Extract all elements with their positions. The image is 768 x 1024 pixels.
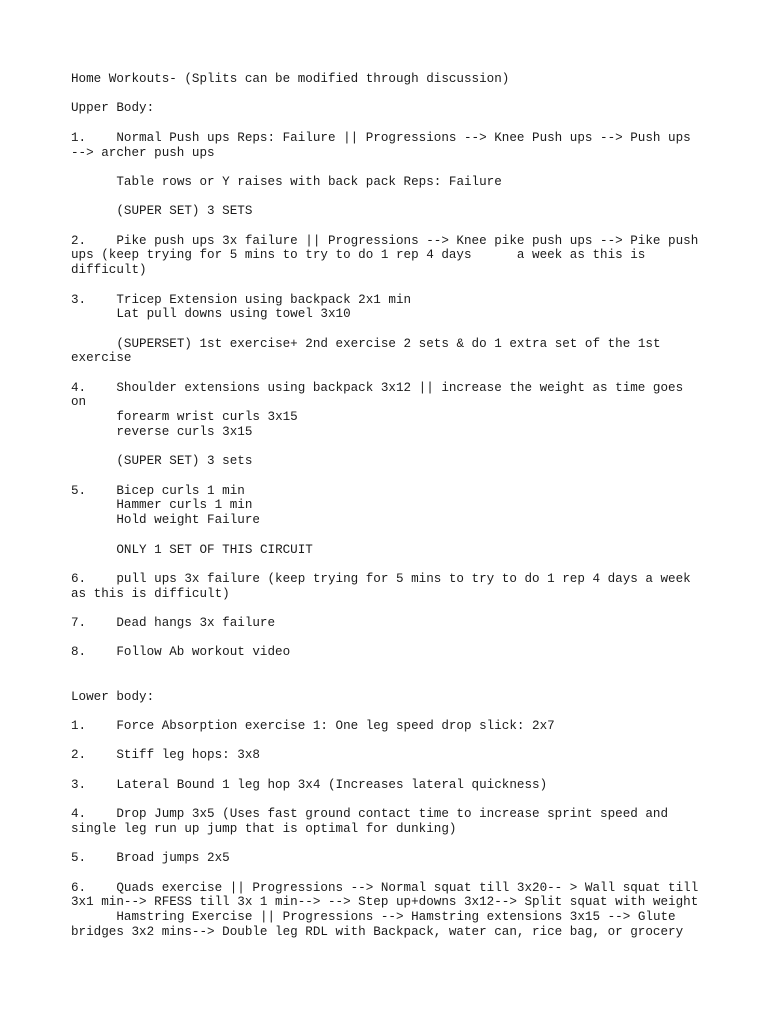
document-text: Home Workouts- (Splits can be modified through discussion) Upper Body: 1. Normal Push ups Reps: Failure || Progressions --> Knee Push ups --> Push ups --> archer push ups Table rows or Y raises with back pack Reps: Failure (SUPER SET) 3 SETS 2. Pike push ups 3x failure || Progressions --> Knee pike push ups --> Pike push ups (keep trying for 5 mins to try to do 1 rep 4 days a week as this is difficult) 3. Tricep Extension using backpack 2x1 min Lat pull downs using towel 3x10 (SUPERSET) 1st exercise+ 2nd exercise 2 sets & do 1 extra set of the 1st exercise 4. Shoulder extensions using backpack 3x12 || increase the weight as time goes on forearm wrist curls 3x15 reverse curls 3x15 (SUPER SET) 3 sets 5. Bicep curls 1 min Hammer curls 1 min Hold weight Failure ONLY 1 SET OF THIS CIRCUIT 6. pull ups 3x failure (keep trying for 5 mins to try to do 1 rep 4 days a week as this is difficult) 7. Dead hangs 3x failure 8. Follow Ab workout video Lower body: 1. Force Absorption exercise 1: One leg speed drop slick: 2x7 2. Stiff leg hops: 3x8 3. Lateral Bound 1 leg hop 3x4 (Increases lateral quickness) 4. Drop Jump 3x5 (Uses fast ground contact time to increase sprint speed and single leg run up jump that is optimal for dunking) 5. Broad jumps 2x5 6. Quads exercise || Progressions --> Normal squat till 3x20-- > Wall squat till 3x1 min--> RFESS till 3x 1 min--> --> Step up+downs 3x12--> Split squat with weight Hamstring Exercise || Progressions --> Hamstring extensions 3x15 --> Glute bridges 3x2 mins--> Double leg RDL with Backpack, water can, rice bag, or grocery xyxy=(71,72,699,939)
